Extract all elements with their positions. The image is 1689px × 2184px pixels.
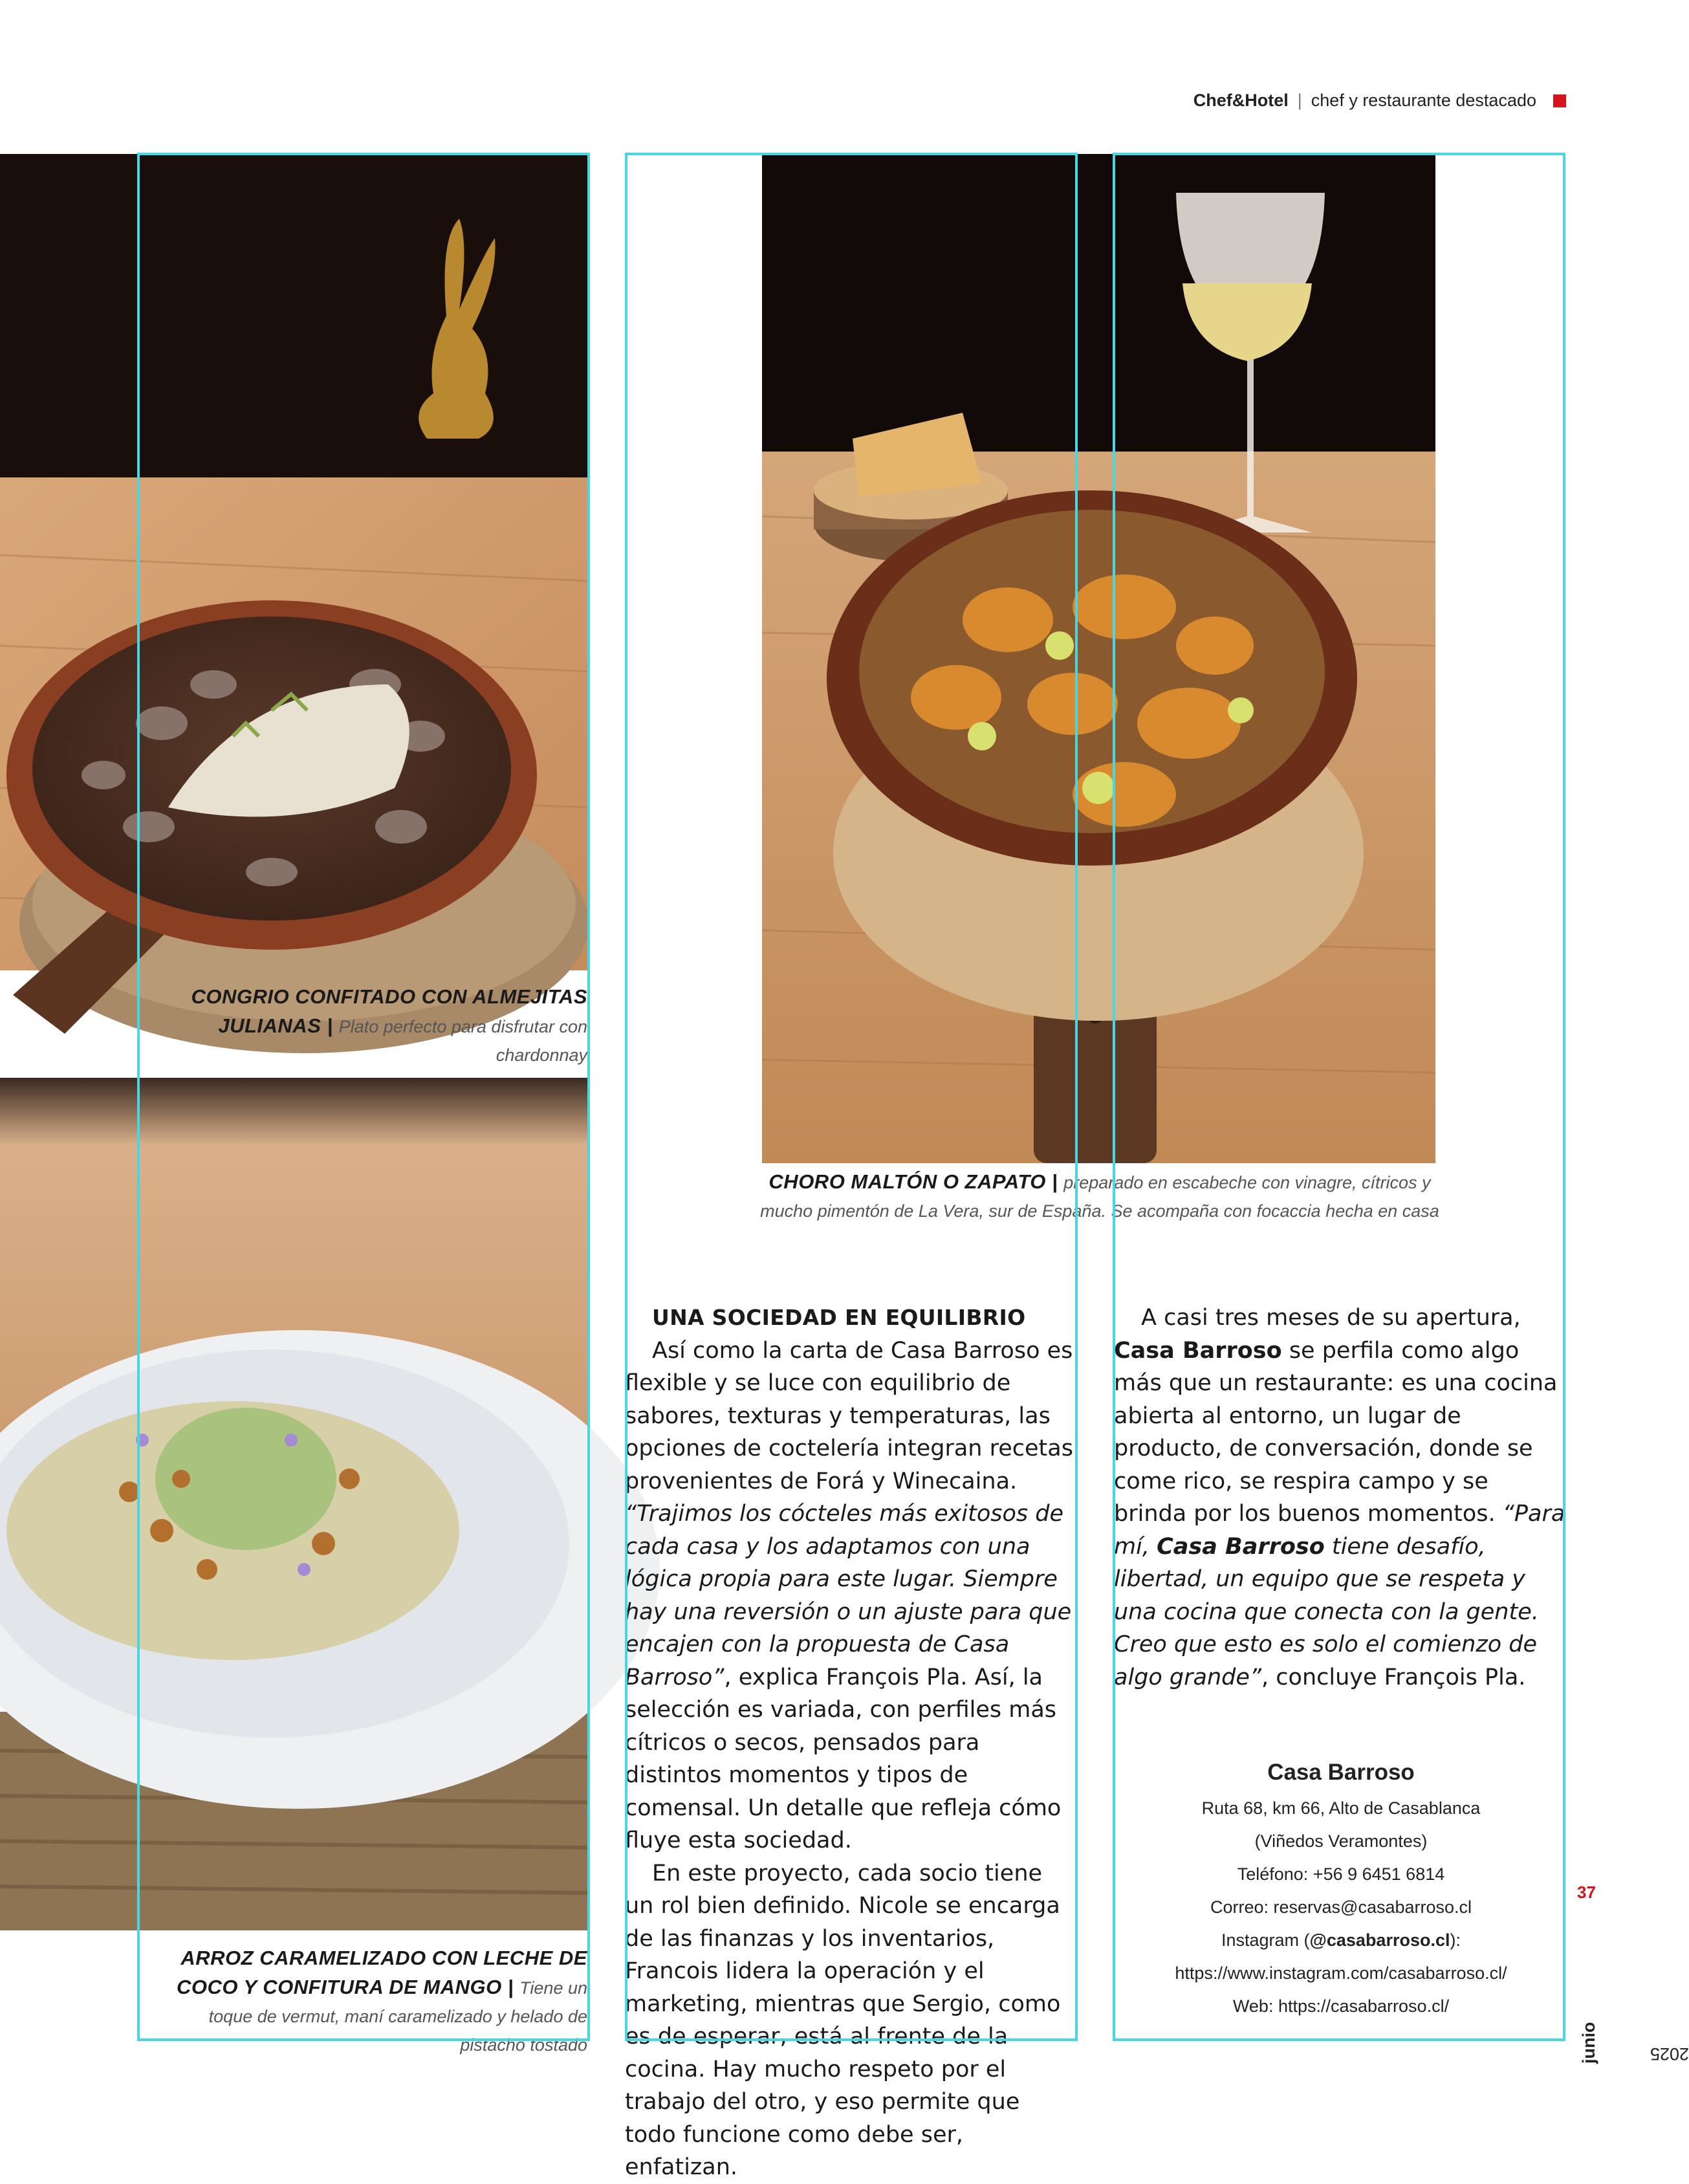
article-subhead: UNA SOCIEDAD EN EQUILIBRIO <box>652 1305 1026 1330</box>
folio-year: 2025 <box>1650 2044 1689 2064</box>
article-column-2 <box>1114 1302 1567 1694</box>
folio-date <box>1579 1954 1689 2064</box>
instagram-close: ): <box>1450 1930 1461 1950</box>
article-paragraph-1 <box>625 1335 1076 1857</box>
header-brand: Chef&Hotel <box>1193 91 1289 110</box>
p3-quote-bold: Casa Barroso <box>1157 1533 1325 1560</box>
contact-name: Casa Barroso <box>1267 1760 1415 1785</box>
p3-end: , concluye François Pla. <box>1261 1664 1526 1690</box>
article-column-1 <box>625 1302 1076 2180</box>
folio-date-text <box>1579 2022 1689 2064</box>
p1-after: , explica François Pla. Así, la selección es variada, con perfiles más cítricos o secos, pensados para distintos momentos y tipos de comensal. Un detalle que refleja cómo fluye esta sociedad. <box>625 1664 1062 1853</box>
p1-quote: “Trajimos los cócteles más exitosos de cada casa y los adaptamos con una lógica propia para este lugar. Siempre hay una reversión o un ajuste para que encajen con la propuesta de Casa Barroso” <box>625 1501 1072 1690</box>
contact-phone[interactable]: Teléfono: +56 9 6451 6814 <box>1237 1864 1445 1884</box>
caption-congrio-title: CONGRIO CONFITADO CON ALMEJITAS JULIANAS <box>191 985 587 1037</box>
header-section: chef y restaurante destacado <box>1311 91 1536 110</box>
p3-start: A casi tres meses de su apertura, <box>1141 1305 1521 1331</box>
p3-quote-a: “Para mí, <box>1114 1501 1565 1560</box>
contact-box <box>1118 1754 1564 2023</box>
caption-congrio-sep: | <box>321 1014 339 1037</box>
article-paragraph-2 <box>625 1857 1076 2184</box>
caption-choro-title: CHORO MALTÓN O ZAPATO <box>768 1170 1046 1193</box>
clay-pot-with-mussels-and-wine-photo <box>762 154 1435 1163</box>
contact-web[interactable]: Web: https://casabarroso.cl/ <box>1232 1996 1450 2016</box>
folio-month: junio <box>1579 2022 1598 2064</box>
caption-congrio-desc: Plato perfecto para disfrutar con chardonnay <box>338 1017 587 1065</box>
white-plate-rice-with-pistachio-ice-cream-photo <box>0 1078 590 1930</box>
caption-choro-desc: preparado en escabeche con vinagre, cítricos y mucho pimentón de La Vera, sur de España. Se acompaña con focaccia hecha en casa <box>760 1173 1439 1221</box>
instagram-label: Instagram ( <box>1221 1930 1310 1950</box>
page-number: 37 <box>1577 1883 1596 1902</box>
caption-choro-sep: | <box>1045 1170 1064 1193</box>
p1-text: Así como la carta de Casa Barroso es flexible y se luce con equilibrio de sabores, texturas y temperaturas, las opciones de coctelería integran recetas provenientes de Forá y Winecaina. <box>625 1337 1073 1494</box>
caption-arroz <box>139 1944 587 2059</box>
contact-address: Ruta 68, km 66, Alto de Casablanca <box>1201 1798 1481 1818</box>
p3-text: se perfila como algo más que un restaurante: es una cocina abierta al entorno, un lugar de producto, de conversación, donde se come rico, se respira campo y se brinda por los buenos momentos. <box>1114 1337 1558 1527</box>
photo-congrio <box>0 154 590 970</box>
photo-arroz <box>0 1078 590 1930</box>
article-paragraph-3 <box>1114 1302 1567 1694</box>
p3-bold: Casa Barroso <box>1114 1337 1282 1364</box>
contact-instagram-url[interactable]: https://www.instagram.com/casabarroso.cl/ <box>1175 1963 1507 1983</box>
caption-arroz-sep: | <box>501 1976 520 1998</box>
instagram-handle[interactable]: @casabarroso.cl <box>1309 1930 1450 1950</box>
caption-arroz-desc: Tiene un toque de vermut, maní caramelizado y helado de pistacho tostado <box>208 1978 587 2055</box>
contact-area: (Viñedos Veramontes) <box>1254 1831 1428 1851</box>
photo-choro <box>762 154 1435 1163</box>
clay-dish-with-fish-and-clams-photo <box>0 154 590 970</box>
running-header <box>1193 91 1566 111</box>
contact-instagram <box>1118 1924 1564 1957</box>
p3-quote-b: tiene desafío, libertad, un equipo que se respeta y una cocina que conecta con la gente. Creo que esto es solo el comienzo de algo grande” <box>1114 1533 1539 1690</box>
header-square-icon <box>1553 94 1566 107</box>
contact-email[interactable]: Correo: reservas@casabarroso.cl <box>1210 1897 1472 1917</box>
caption-choro <box>744 1168 1455 1225</box>
p2-text: En este proyecto, cada socio tiene un rol bien definido. Nicole se encarga de las finanzas y los inventarios, Francois lidera la operación y el marketing, mientras que Sergio, como es de esperar, está al frente de la cocina. Hay mucho respeto por el trabajo del otro, y eso permite que todo funcione como debe ser, enfatizan. <box>625 1860 1061 2180</box>
header-separator: | <box>1297 91 1302 110</box>
caption-arroz-title: ARROZ CARAMELIZADO CON LECHE DE COCO Y CONFITURA DE MANGO <box>176 1947 587 1998</box>
caption-congrio <box>149 983 587 1069</box>
